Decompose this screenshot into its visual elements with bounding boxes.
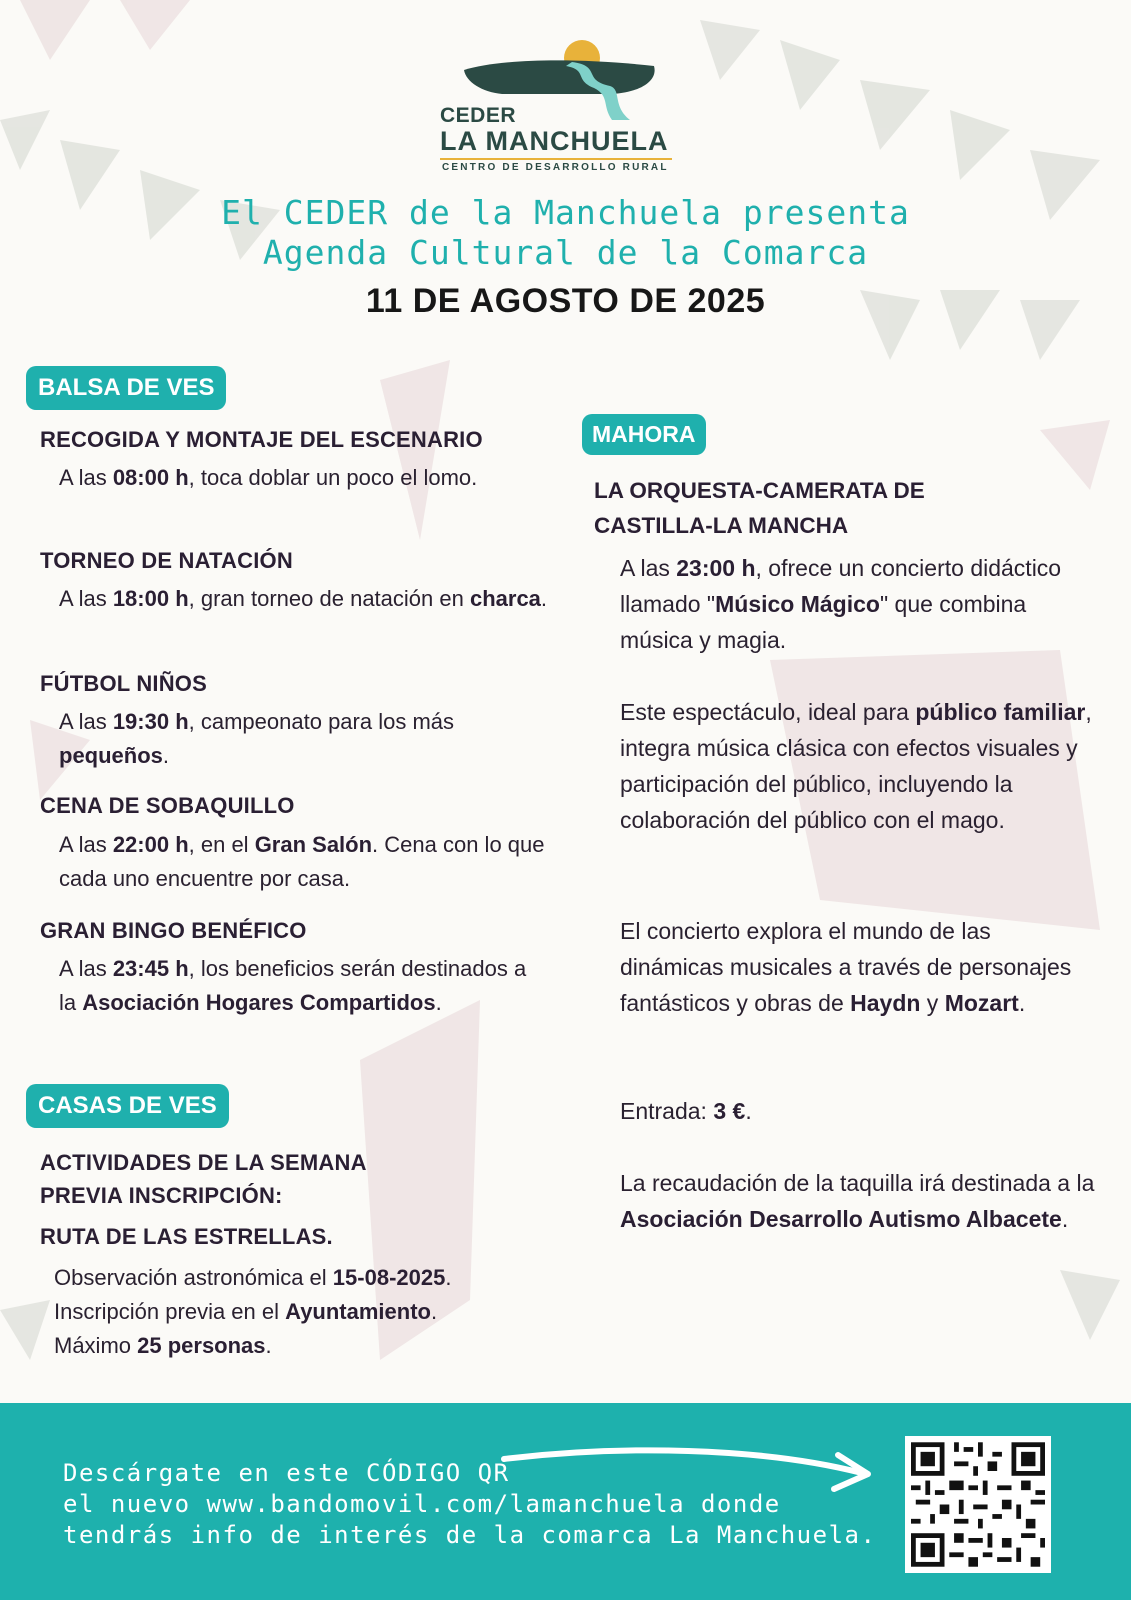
activities-title: ACTIVIDADES DE LA SEMANA [40, 1150, 367, 1175]
footer-banner [0, 1403, 1131, 1600]
qr-code-icon [911, 1442, 1045, 1567]
event-title: GRAN BINGO BENÉFICO [40, 918, 307, 943]
concert-desc-3: El concierto explora el mundo de las dinámicas musicales a través de personajes fantásticos y obras de Haydn y Mozart. [620, 918, 1072, 1016]
event-desc: A las 22:00 h, en el Gran Salón. Cena con lo que cada uno encuentre por casa. [59, 832, 545, 891]
event-title: RECOGIDA Y MONTAJE DEL ESCENARIO [40, 427, 483, 452]
event-desc: A las 18:00 h, gran torneo de natación en charca. [59, 586, 548, 611]
route-title: RUTA DE LAS ESTRELLAS. [40, 1224, 333, 1249]
logo-line-1: CEDER [440, 104, 517, 127]
footer-line-2: el nuevo www.bandomovil.com/lamanchuela donde [63, 1490, 781, 1518]
logo-underline [440, 158, 672, 160]
ceder-logo [440, 36, 680, 176]
headline-2: Agenda Cultural de la Comarca [262, 233, 869, 272]
location-badge-casas: CASAS DE VES [26, 1084, 229, 1128]
concert-desc-2: Este espectáculo, ideal para público familiar, integra música clásica con efectos visuales y participación del público, incluyendo la colaboración del público con el mago. [620, 699, 1092, 833]
event-title: TORNEO DE NATACIÓN [40, 548, 293, 573]
orchestra-title-2: CASTILLA-LA MANCHA [594, 513, 849, 538]
orchestra-title-1: LA ORQUESTA-CAMERATA DE [594, 478, 925, 503]
concert-desc-1: A las 23:00 h, ofrece un concierto didáctico llamado "Músico Mágico" que combina música y magia. [620, 555, 1062, 653]
headline-1: El CEDER de la Manchuela presenta [221, 193, 910, 232]
logo-tagline: CENTRO DE DESARROLLO RURAL [442, 162, 669, 173]
event-desc: A las 08:00 h, toca doblar un poco el lomo. [59, 465, 478, 490]
qr-code[interactable] [905, 1436, 1051, 1573]
event-desc: A las 19:30 h, campeonato para los más pequeños. [59, 709, 455, 768]
event-title: CENA DE SOBAQUILLO [40, 793, 295, 818]
footer-line-3: tendrás info de interés de la comarca La Manchuela. [63, 1521, 877, 1549]
route-desc: Observación astronómica el 15-08-2025. Inscripción previa en el Ayuntamiento. Máximo 25 personas. [54, 1265, 452, 1358]
location-badge-balsa: BALSA DE VES [26, 366, 226, 410]
registration-title: PREVIA INSCRIPCIÓN: [40, 1183, 283, 1208]
location-badge-mahora: MAHORA [582, 414, 706, 455]
arrow-right-icon [500, 1441, 880, 1501]
proceeds-note: La recaudación de la taquilla irá destinada a la Asociación Desarrollo Autismo Albacete. [620, 1170, 1095, 1232]
event-title: FÚTBOL NIÑOS [40, 671, 207, 696]
ticket-price: Entrada: 3 €. [620, 1098, 752, 1124]
footer-line-1: Descárgate en este CÓDIGO QR [63, 1459, 510, 1487]
event-desc: A las 23:45 h, los beneficios serán destinados a la Asociación Hogares Compartidos. [59, 956, 527, 1015]
agenda-date: 11 DE AGOSTO DE 2025 [365, 282, 766, 320]
logo-line-2: LA MANCHUELA [440, 126, 669, 156]
